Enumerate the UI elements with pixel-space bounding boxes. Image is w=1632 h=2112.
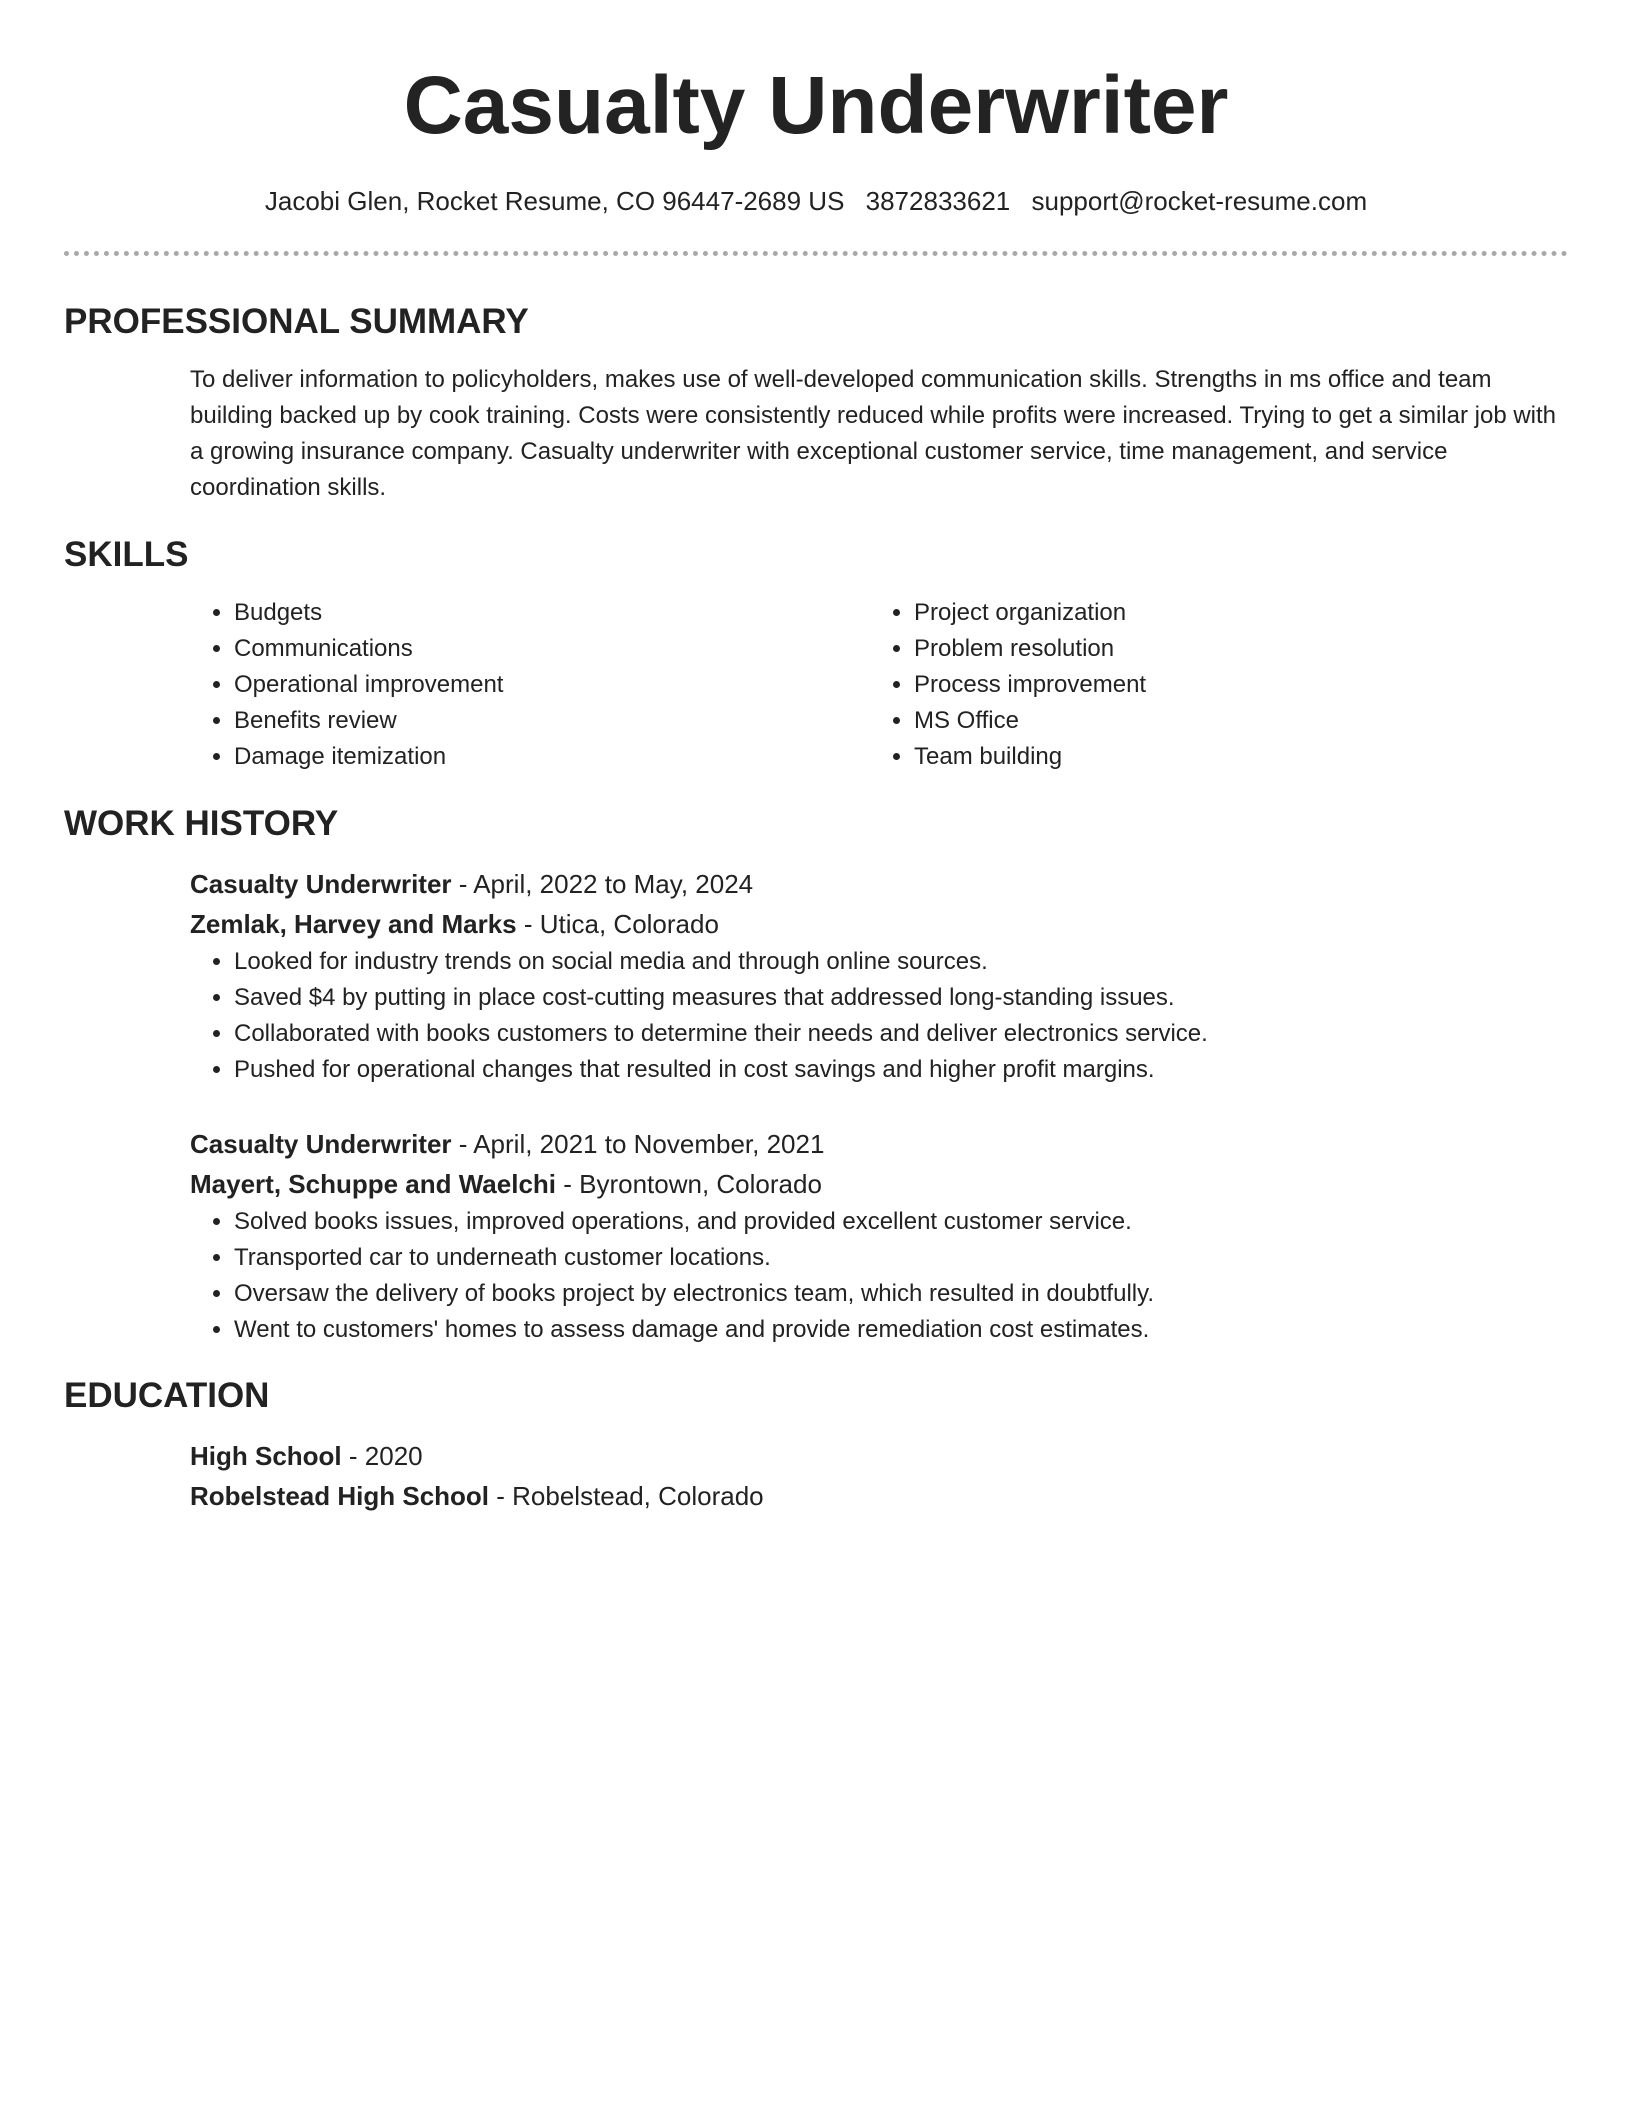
resume-page [64, 0, 1568, 1516]
skill-item: • Budgets [234, 595, 870, 631]
job-entry [190, 864, 1568, 1088]
education-location: - Robelstead, Colorado [489, 1481, 764, 1511]
job-location: - Byrontown, Colorado [556, 1169, 822, 1199]
skills-list-right [870, 595, 1550, 775]
job-duty: • Solved books issues, improved operations, and provided excellent customer service. [234, 1204, 1568, 1240]
job-title-line [190, 864, 1568, 904]
education-degree-line [190, 1436, 1568, 1476]
job-duty: • Saved $4 by putting in place cost-cutting measures that addressed long-standing issues. [234, 980, 1568, 1016]
header-divider [64, 251, 1568, 256]
work-history-heading: WORK HISTORY [64, 804, 339, 843]
job-entry [190, 1124, 1568, 1348]
skill-item: • Damage itemization [234, 739, 870, 775]
contact-line [64, 184, 1568, 218]
education-degree: High School [190, 1441, 342, 1471]
job-duty: • Collaborated with books customers to determine their needs and deliver electronics service. [234, 1016, 1568, 1052]
job-company: Mayert, Schuppe and Waelchi [190, 1169, 557, 1199]
job-duty: • Went to customers' homes to assess damage and provide remediation cost estimates. [234, 1312, 1568, 1348]
skill-item: • Process improvement [914, 667, 1550, 703]
skill-item: • Team building [914, 739, 1550, 775]
job-company-line [190, 1164, 1568, 1204]
job-duty: • Transported car to underneath customer locations. [234, 1240, 1568, 1276]
skill-item: • Communications [234, 631, 870, 667]
job-title-line [190, 1124, 1568, 1164]
job-duties-list [190, 944, 1568, 1088]
education-school-line [190, 1476, 1568, 1516]
job-location: - Utica, Colorado [516, 909, 719, 939]
skill-item: • Operational improvement [234, 667, 870, 703]
contact-phone: 3872833621 [865, 186, 1011, 216]
contact-email: support@rocket-resume.com [1031, 186, 1368, 216]
job-company: Zemlak, Harvey and Marks [190, 909, 517, 939]
job-role: Casualty Underwriter [190, 1129, 452, 1159]
skills-heading: SKILLS [64, 535, 189, 574]
summary-text: To deliver information to policyholders, makes use of well-developed communication skills. Strengths in ms office and team building backed up by cook training. Costs were consistently reduced while profits were increased. Trying to get a similar job with a growing insurance company. Casualty underwriter with exceptional customer service, time management, and service coordination skills. [190, 366, 1557, 501]
skill-item: • Project organization [914, 595, 1550, 631]
job-dates: - April, 2022 to May, 2024 [451, 869, 754, 899]
skills-list-left [190, 595, 870, 775]
education-entry [190, 1436, 1568, 1516]
skill-item: • MS Office [914, 703, 1550, 739]
education-year: - 2020 [341, 1441, 423, 1471]
resume-name: Casualty Underwriter [403, 60, 1229, 151]
summary-heading: PROFESSIONAL SUMMARY [64, 302, 529, 341]
skill-item: • Problem resolution [914, 631, 1550, 667]
job-duty: • Pushed for operational changes that resulted in cost savings and higher profit margins. [234, 1052, 1568, 1088]
contact-address: Jacobi Glen, Rocket Resume, CO 96447-2689 US [264, 186, 845, 216]
education-school: Robelstead High School [190, 1481, 490, 1511]
job-company-line [190, 904, 1568, 944]
job-duty: • Oversaw the delivery of books project by electronics team, which resulted in doubtfully. [234, 1276, 1568, 1312]
job-role: Casualty Underwriter [190, 869, 452, 899]
job-duty: • Looked for industry trends on social media and through online sources. [234, 944, 1568, 980]
skill-item: • Benefits review [234, 703, 870, 739]
job-dates: - April, 2021 to November, 2021 [451, 1129, 825, 1159]
education-heading: EDUCATION [64, 1376, 270, 1415]
job-duties-list [190, 1204, 1568, 1348]
skills-grid [190, 595, 1568, 775]
